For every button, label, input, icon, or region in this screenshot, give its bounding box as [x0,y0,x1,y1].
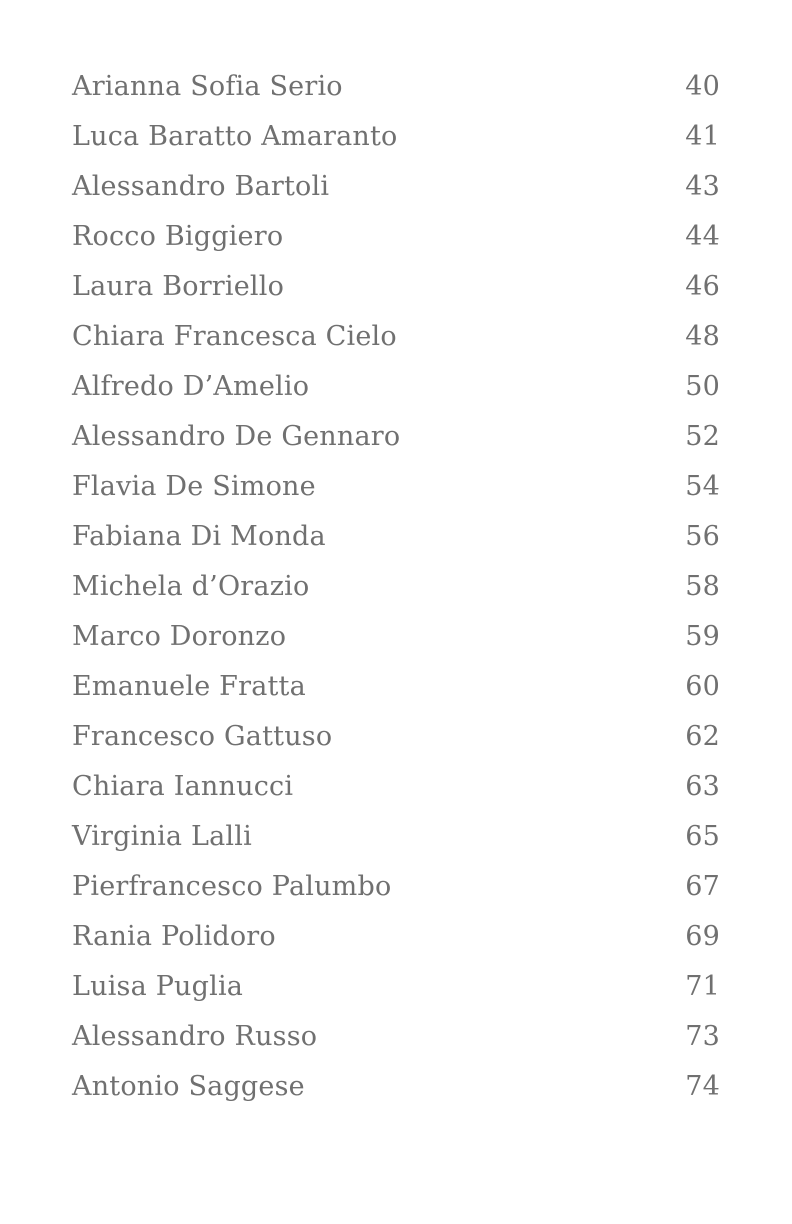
toc-entry [72,962,720,1012]
toc-entry [72,812,720,862]
toc-entry [72,912,720,962]
toc-entry-page: 56 [685,521,720,552]
toc-entry-name: Marco Doronzo [72,621,287,652]
toc-entry-name: Flavia De Simone [72,471,316,502]
toc-entry-name: Luisa Puglia [72,971,244,1002]
toc-entry [72,312,720,362]
toc-entry [72,712,720,762]
toc-entry-page: 69 [685,921,720,952]
toc-entry-name: Rocco Biggiero [72,221,284,252]
toc-entry-page: 74 [685,1071,720,1102]
toc-entry [72,212,720,262]
toc-entry-name: Chiara Iannucci [72,771,294,802]
toc-entry-name: Fabiana Di Monda [72,521,326,552]
toc-entry [72,412,720,462]
toc-entry-page: 65 [685,821,720,852]
toc-entry-page: 50 [685,371,720,402]
toc-entry-name: Arianna Sofia Serio [72,71,343,102]
toc-entry-page: 44 [685,221,720,252]
toc-entry-page: 48 [685,321,720,352]
toc-entry [72,262,720,312]
toc-entry-page: 71 [685,971,720,1002]
toc-entry-name: Alessandro Bartoli [72,171,330,202]
toc-entry-name: Rania Polidoro [72,921,276,952]
toc-entry-page: 62 [685,721,720,752]
table-of-contents [72,62,720,1112]
toc-entry [72,662,720,712]
toc-entry [72,1062,720,1112]
toc-list [72,62,720,1112]
toc-entry-name: Pierfrancesco Palumbo [72,871,392,902]
toc-entry-page: 54 [685,471,720,502]
toc-entry-page: 67 [685,871,720,902]
toc-entry [72,1012,720,1062]
toc-entry-page: 52 [685,421,720,452]
toc-entry [72,562,720,612]
toc-entry [72,462,720,512]
toc-entry-page: 40 [685,71,720,102]
toc-entry-name: Francesco Gattuso [72,721,333,752]
toc-entry-page: 73 [685,1021,720,1052]
toc-entry-page: 46 [685,271,720,302]
toc-entry [72,612,720,662]
toc-entry [72,362,720,412]
toc-entry-name: Alessandro De Gennaro [72,421,401,452]
toc-entry-page: 43 [685,171,720,202]
toc-entry-name: Alfredo D’Amelio [72,371,310,402]
toc-entry [72,862,720,912]
toc-entry-name: Emanuele Fratta [72,671,306,702]
toc-entry-page: 41 [685,121,720,152]
toc-entry-name: Luca Baratto Amaranto [72,121,398,152]
toc-entry-page: 63 [685,771,720,802]
toc-entry [72,62,720,112]
toc-entry [72,512,720,562]
toc-entry-name: Virginia Lalli [72,821,252,852]
toc-entry-name: Michela d’Orazio [72,571,310,602]
toc-entry [72,762,720,812]
toc-entry-name: Laura Borriello [72,271,285,302]
toc-entry-name: Antonio Saggese [72,1071,305,1102]
toc-entry-name: Alessandro Russo [72,1021,318,1052]
toc-entry [72,162,720,212]
toc-entry-page: 58 [685,571,720,602]
toc-entry [72,112,720,162]
toc-entry-page: 60 [685,671,720,702]
toc-entry-name: Chiara Francesca Cielo [72,321,397,352]
toc-entry-page: 59 [685,621,720,652]
